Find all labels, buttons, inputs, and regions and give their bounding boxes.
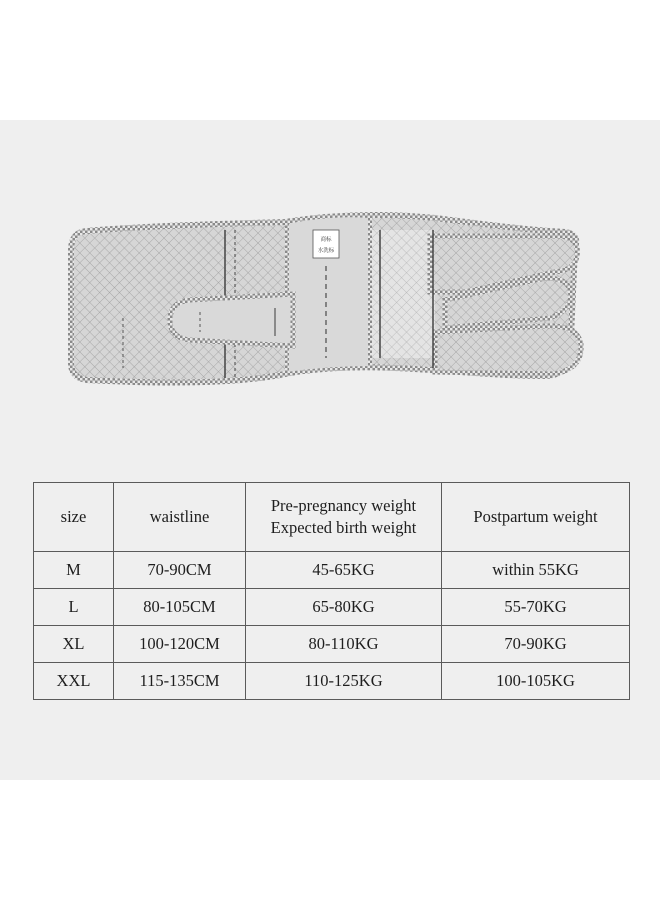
header-pre-line1: Pre-pregnancy weight (270, 496, 417, 515)
belt-strap-bottom (435, 326, 581, 374)
cell-pre-weight: 80-110KG (246, 626, 442, 663)
cell-waistline: 115-135CM (114, 663, 246, 700)
header-pre-pregnancy-weight (246, 483, 442, 552)
header-waistline: waistline (114, 483, 246, 552)
cell-waistline: 70-90CM (114, 552, 246, 589)
table-row (34, 552, 630, 589)
cell-pre-weight: 65-80KG (246, 589, 442, 626)
header-size: size (34, 483, 114, 552)
cell-post-weight: 100-105KG (442, 663, 630, 700)
cell-size: L (34, 589, 114, 626)
product-panel (0, 120, 660, 780)
table-row (34, 589, 630, 626)
cell-size: XL (34, 626, 114, 663)
label-line2: 水洗标 (317, 248, 335, 254)
header-pre-line2: Expected birth weight (270, 518, 417, 537)
cell-waistline: 80-105CM (114, 589, 246, 626)
table-header-row (34, 483, 630, 552)
cell-pre-weight: 45-65KG (246, 552, 442, 589)
cell-size: M (34, 552, 114, 589)
maternity-belt-illustration (65, 208, 600, 408)
header-postpartum-weight: Postpartum weight (442, 483, 630, 552)
cell-post-weight: 55-70KG (442, 589, 630, 626)
table-row (34, 663, 630, 700)
cell-pre-weight: 110-125KG (246, 663, 442, 700)
label-line1: 商标 (320, 237, 332, 243)
table-row (34, 626, 630, 663)
size-chart-table (33, 482, 630, 700)
cell-waistline: 100-120CM (114, 626, 246, 663)
cell-post-weight: within 55KG (442, 552, 630, 589)
cell-post-weight: 70-90KG (442, 626, 630, 663)
cell-size: XXL (34, 663, 114, 700)
belt-side-mesh-panel (365, 230, 435, 358)
